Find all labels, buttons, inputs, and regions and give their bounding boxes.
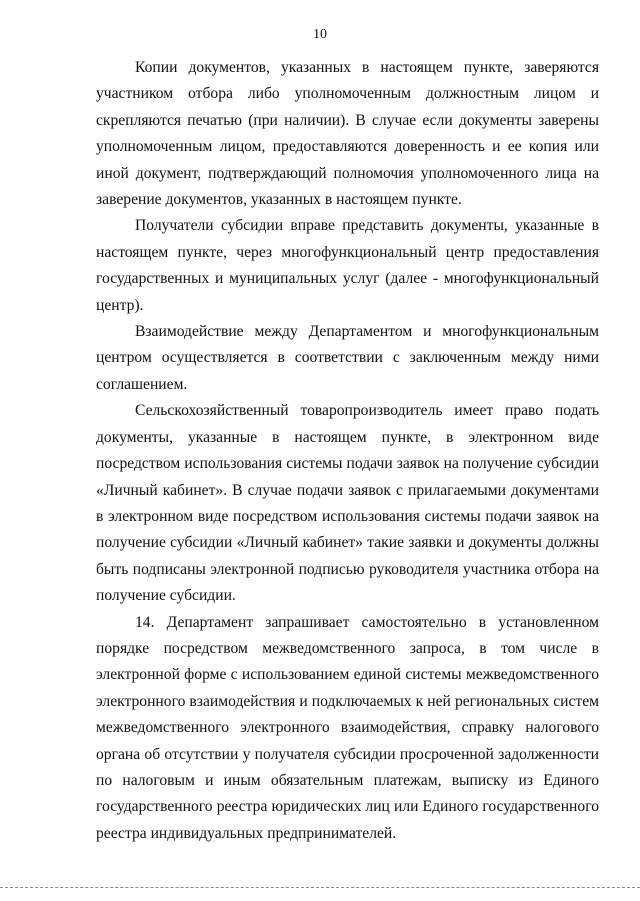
paragraph-electronic-submission: Сельскохозяйственный товаропроизводитель имеет право подать документы, указанные в настоящем пункте, в электронном виде посредством использования системы подачи заявок на получение субсидии «Личный кабинет». В случае подачи заявок с прилагаемыми документами в электронном виде посредством использования системы подачи заявок на получение субсидии «Личный кабинет» такие заявки и документы должны быть подписаны электронной подписью руководителя участника отбора на получение субсидии.	[96, 402, 599, 605]
paragraph-interaction-agreement: Взаимодействие между Департаментом и многофункциональным центром осуществляется в соответствии с заключенным между ними соглашением.	[96, 323, 599, 393]
paragraph-clause-14: 14. Департамент запрашивает самостоятельно в установленном порядке посредством межведомственного запроса, в том числе в электронной форме с использованием единой системы межведомственного электронного взаимодействия и подключаемых к ней региональных систем межведомственного электронного взаимодействия, справку налогового органа об отсутствии у получателя субсидии просроченной задолженности по налоговым и иным обязательным платежам, выписку из Единого государственного реестра юридических лиц или Единого государственного реестра индивидуальных предпринимателей.	[96, 613, 599, 842]
document-body	[96, 55, 599, 847]
paragraph-multifunctional-center: Получатели субсидии вправе представить документы, указанные в настоящем пункте, через многофункциональный центр предоставления государственных и муниципальных услуг (далее - многофункциональный центр).	[96, 217, 599, 314]
paragraph-document-copies: Копии документов, указанных в настоящем пункте, заверяются участником отбора либо уполномоченным должностным лицом и скрепляются печатью (при наличии). В случае если документы заверены уполномоченным лицом, предоставляются доверенность и ее копия или иной документ, подтверждающий полномочия уполномоченного лица на заверение документов, указанных в настоящем пункте.	[96, 59, 599, 209]
scan-edge-divider	[0, 887, 640, 888]
page-number: 10	[313, 27, 327, 42]
